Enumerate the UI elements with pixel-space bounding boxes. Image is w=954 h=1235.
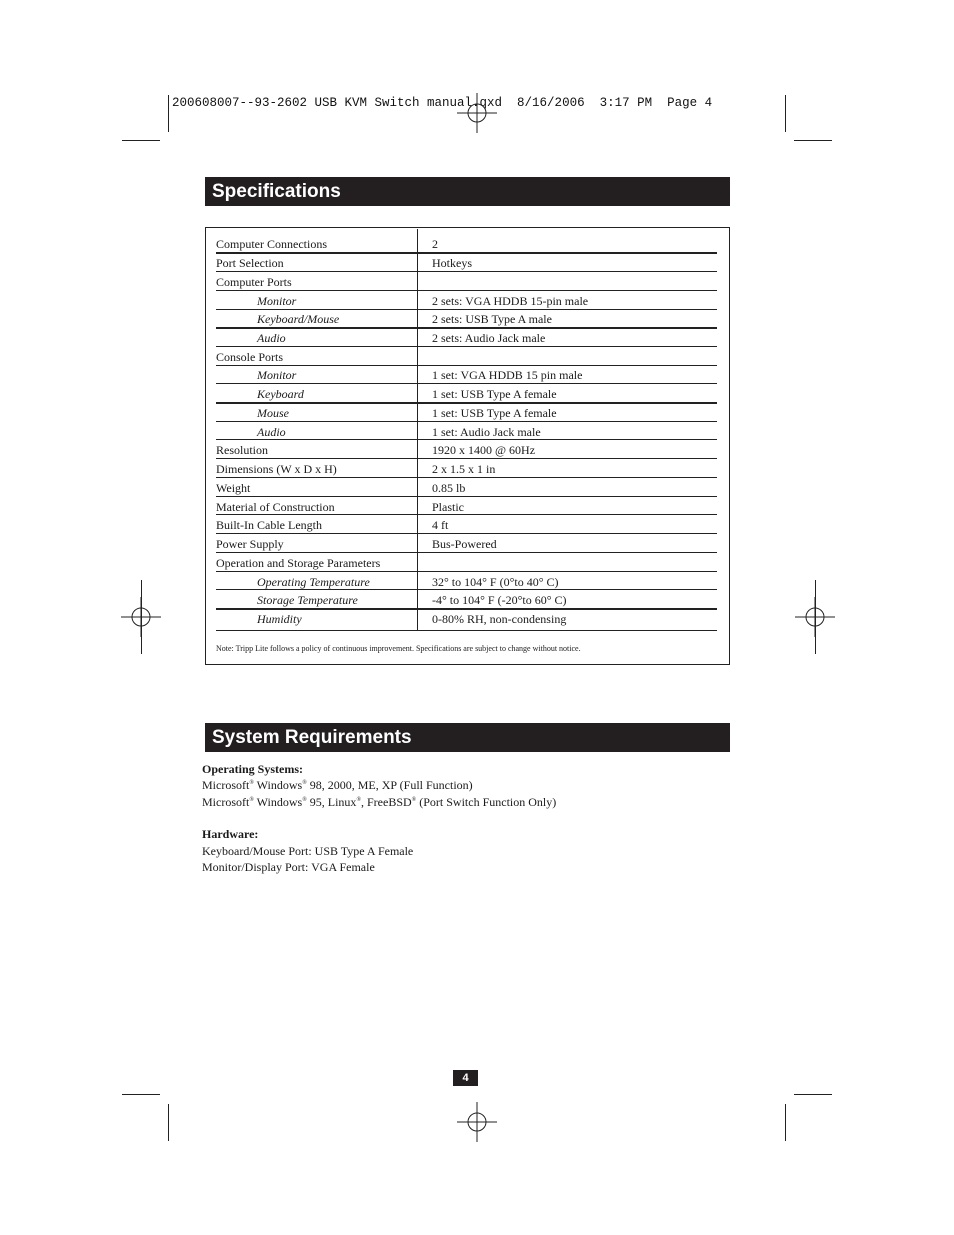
os-line-1: Microsoft® Windows® 98, 2000, ME, XP (Full Function) [202,778,473,792]
table-row: Dimensions (W x D x H) 2 x 1.5 x 1 in [216,462,496,476]
table-row: Material of Construction Plastic [216,500,464,514]
specifications-heading: Specifications [205,177,730,206]
specifications-note: Note: Tripp Lite follows a policy of continuous improvement. Specifications are subject to change without notice. [216,644,581,653]
table-row: Power Supply Bus-Powered [216,537,497,551]
hardware-line-1: Keyboard/Mouse Port: USB Type A Female [202,844,414,858]
table-row: Storage Temperature -4° to 104° F (-20°to 60° C) [257,593,567,607]
registration-mark-icon [457,93,497,133]
registration-line [141,580,142,654]
crop-mark-br-h [794,1094,832,1095]
registration-line [815,580,816,654]
table-row: Operation and Storage Parameters [216,556,381,570]
crop-mark-br-v [785,1104,786,1141]
table-row: Mouse 1 set: USB Type A female [257,406,557,420]
table-row: Console Ports [216,350,284,364]
registration-mark-icon [457,1102,497,1142]
system-requirements-heading: System Requirements [205,723,730,752]
table-row: Operating Temperature 32° to 104° F (0°to 40° C) [257,575,559,589]
specifications-table [205,227,730,665]
page-number: 4 [453,1070,478,1086]
hardware-heading: Hardware: [202,827,259,841]
table-row: Computer Connections 2 [216,237,438,251]
table-row: Keyboard/Mouse 2 sets: USB Type A male [257,312,552,326]
crop-mark-tr-h [794,140,832,141]
crop-mark-bl-h [122,1094,160,1095]
table-row: Port Selection Hotkeys [216,256,472,270]
crop-mark-tr-v [785,95,786,132]
table-row: Humidity 0-80% RH, non-condensing [257,612,567,626]
table-row: Weight 0.85 lb [216,481,466,495]
table-row: Keyboard 1 set: USB Type A female [257,387,557,401]
crop-mark-bl-v [168,1104,169,1141]
crop-mark-tl-v [168,95,169,132]
row-divider [216,630,717,631]
print-slug: 200608007--93-2602 USB KVM Switch manual.qxd 8/16/2006 3:17 PM Page 4 [172,96,713,110]
os-line-2: Microsoft® Windows® 95, Linux®, FreeBSD® (Port Switch Function Only) [202,795,557,809]
os-heading: Operating Systems: [202,762,303,776]
table-row: Audio 2 sets: Audio Jack male [257,331,546,345]
hardware-line-2: Monitor/Display Port: VGA Female [202,860,375,874]
table-row: Monitor 1 set: VGA HDDB 15 pin male [257,368,583,382]
crop-mark-tl-h [122,140,160,141]
table-row: Built-In Cable Length 4 ft [216,518,449,532]
table-row: Monitor 2 sets: VGA HDDB 15-pin male [257,294,589,308]
table-row: Audio 1 set: Audio Jack male [257,425,541,439]
table-row: Computer Ports [216,275,292,289]
table-row: Resolution 1920 x 1400 @ 60Hz [216,443,536,457]
